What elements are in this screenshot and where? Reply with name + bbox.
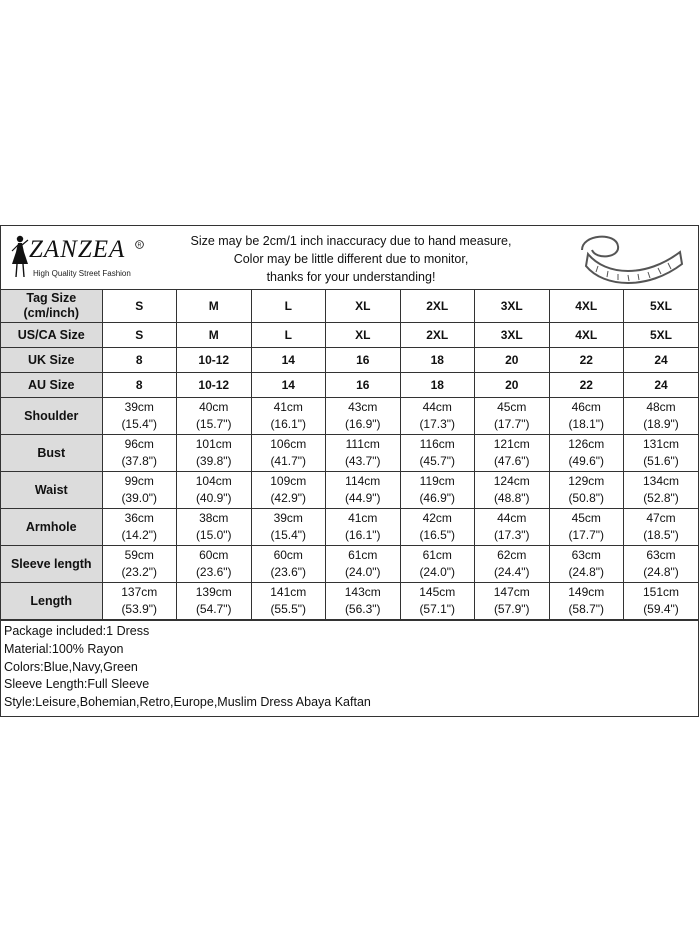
inch-value: (56.3") — [344, 602, 381, 616]
size-cell: S — [102, 323, 177, 348]
inch-value: (18.9") — [643, 417, 679, 431]
row-header: Armhole — [1, 509, 102, 546]
measurement-cell — [326, 546, 401, 583]
size-cell: 10-12 — [177, 373, 252, 398]
inch-value: (18.5") — [643, 528, 679, 542]
measurement-cell — [177, 509, 252, 546]
svg-text:R: R — [137, 242, 142, 249]
measurement-cell — [475, 583, 550, 620]
size-cell: 4XL — [549, 323, 624, 348]
inch-value: (16.5") — [419, 528, 456, 542]
measurement-cell — [102, 546, 177, 583]
cm-value: 45cm — [571, 511, 601, 525]
inch-value: (24.0") — [419, 565, 456, 579]
measurement-cell — [624, 472, 699, 509]
cm-value: 129cm — [568, 474, 605, 488]
cm-value: 45cm — [497, 400, 527, 414]
measurement-cell — [549, 583, 624, 620]
cm-value: 116cm — [419, 437, 455, 451]
inch-value: (23.6") — [270, 565, 307, 579]
cm-value: 48cm — [646, 400, 676, 414]
measurement-cell — [549, 398, 624, 435]
cm-value: 131cm — [642, 437, 680, 451]
size-row — [1, 348, 698, 373]
inch-value: (43.7") — [344, 454, 381, 468]
inch-value: (50.8") — [568, 491, 605, 505]
measurement-cell — [549, 435, 624, 472]
cm-value: 99cm — [124, 474, 154, 488]
cm-value: 47cm — [646, 511, 676, 525]
inch-value: (55.5") — [270, 602, 307, 616]
measurement-cell — [400, 509, 475, 546]
inch-value: (24.4") — [493, 565, 530, 579]
inch-value: (44.9") — [344, 491, 381, 505]
inch-value: (52.8") — [643, 491, 679, 505]
measurement-cell — [102, 472, 177, 509]
measurement-row — [1, 435, 698, 472]
product-details — [1, 620, 698, 716]
size-cell: XL — [326, 290, 401, 323]
registered-mark-icon — [135, 240, 144, 249]
cm-value: 114cm — [345, 474, 381, 488]
cm-value: 121cm — [493, 437, 530, 451]
inch-value: (42.9") — [270, 491, 307, 505]
cm-value: 149cm — [568, 585, 605, 599]
size-cell: 14 — [251, 373, 326, 398]
cm-value: 104cm — [195, 474, 232, 488]
inch-value: (53.9") — [121, 602, 158, 616]
inch-value: (39.0") — [121, 491, 158, 505]
inch-value: (16.9") — [344, 417, 381, 431]
inch-value: (24.8") — [643, 565, 679, 579]
size-cell: 3XL — [475, 290, 550, 323]
size-cell: M — [177, 323, 252, 348]
cm-value: 137cm — [121, 585, 158, 599]
woman-silhouette-icon — [9, 234, 31, 278]
inch-value: (17.3") — [419, 417, 456, 431]
chart-header — [1, 226, 698, 290]
inch-value: (51.6") — [643, 454, 679, 468]
cm-value: 63cm — [571, 548, 601, 562]
size-table — [1, 290, 698, 620]
cm-value: 44cm — [497, 511, 527, 525]
inch-value: (45.7") — [419, 454, 456, 468]
cm-value: 42cm — [422, 511, 452, 525]
measurement-cell — [177, 435, 252, 472]
inch-value: (14.2") — [121, 528, 158, 542]
size-cell: 4XL — [549, 290, 624, 323]
inch-value: (15.7") — [195, 417, 232, 431]
notice-line: thanks for your understanding! — [266, 270, 436, 284]
measurement-cell — [624, 509, 699, 546]
cm-value: 101cm — [195, 437, 232, 451]
inch-value: (59.4") — [643, 602, 679, 616]
measurement-notice — [166, 232, 536, 286]
inch-value: (54.7") — [195, 602, 232, 616]
detail-line: Sleeve Length:Full Sleeve — [4, 677, 150, 692]
measurement-cell — [251, 472, 326, 509]
size-cell: 10-12 — [177, 348, 252, 373]
measurement-cell — [251, 583, 326, 620]
cm-value: 44cm — [422, 400, 452, 414]
inch-value: (47.6") — [493, 454, 530, 468]
measurement-cell — [475, 509, 550, 546]
cm-value: 126cm — [568, 437, 605, 451]
size-cell: 22 — [549, 348, 624, 373]
measurement-cell — [400, 435, 475, 472]
inch-value: (40.9") — [195, 491, 232, 505]
measurement-cell — [475, 435, 550, 472]
measurement-row — [1, 472, 698, 509]
cm-value: 111cm — [345, 437, 380, 451]
cm-value: 60cm — [273, 548, 303, 562]
detail-line: Colors:Blue,Navy,Green — [4, 659, 138, 674]
size-cell: 5XL — [624, 290, 699, 323]
measurement-cell — [326, 509, 401, 546]
inch-value: (17.7") — [568, 528, 605, 542]
inch-value: (18.1") — [568, 417, 605, 431]
inch-value: (23.2") — [121, 565, 158, 579]
inch-value: (49.6") — [568, 454, 605, 468]
cm-value: 63cm — [646, 548, 676, 562]
cm-value: 141cm — [270, 585, 307, 599]
row-header: Waist — [1, 472, 102, 509]
measurement-row — [1, 398, 698, 435]
inch-value: (16.1") — [270, 417, 307, 431]
measurement-cell — [177, 583, 252, 620]
inch-value: (23.6") — [195, 565, 232, 579]
inch-value: (57.1") — [419, 602, 456, 616]
inch-value: (15.4") — [121, 417, 158, 431]
measurement-cell — [624, 398, 699, 435]
size-cell: 8 — [102, 373, 177, 398]
measurement-cell — [102, 435, 177, 472]
cm-value: 143cm — [344, 585, 381, 599]
inch-value: (17.3") — [493, 528, 530, 542]
cm-value: 40cm — [199, 400, 229, 414]
size-cell: 16 — [326, 373, 401, 398]
measurement-cell — [326, 583, 401, 620]
size-cell: S — [102, 290, 177, 323]
row-header: Tag Size (cm/inch) — [1, 290, 102, 323]
detail-line: Style:Leisure,Bohemian,Retro,Europe,Muslim Dress Abaya Kaftan — [4, 695, 371, 710]
cm-value: 151cm — [642, 585, 680, 599]
measurement-cell — [326, 435, 401, 472]
size-cell: XL — [326, 323, 401, 348]
size-cell: L — [251, 290, 326, 323]
cm-value: 134cm — [642, 474, 680, 488]
brand-logo — [9, 232, 154, 282]
row-header: UK Size — [1, 348, 102, 373]
size-row — [1, 373, 698, 398]
inch-value: (41.7") — [270, 454, 307, 468]
measurement-cell — [102, 583, 177, 620]
detail-line: Material:100% Rayon — [4, 641, 124, 656]
size-cell: 22 — [549, 373, 624, 398]
row-header: AU Size — [1, 373, 102, 398]
cm-value: 39cm — [124, 400, 154, 414]
measurement-cell — [475, 472, 550, 509]
measurement-cell — [102, 398, 177, 435]
inch-value: (16.1") — [344, 528, 381, 542]
measurement-cell — [400, 398, 475, 435]
inch-value: (46.9") — [419, 491, 456, 505]
cm-value: 124cm — [493, 474, 530, 488]
inch-value: (39.8") — [195, 454, 232, 468]
measurement-cell — [326, 472, 401, 509]
cm-value: 145cm — [419, 585, 456, 599]
measurement-cell — [624, 583, 699, 620]
cm-value: 139cm — [195, 585, 232, 599]
measurement-cell — [624, 546, 699, 583]
notice-line: Size may be 2cm/1 inch inaccuracy due to hand measure, — [190, 234, 512, 248]
size-cell: 20 — [475, 348, 550, 373]
size-cell: 16 — [326, 348, 401, 373]
cm-value: 59cm — [124, 548, 154, 562]
size-cell: 2XL — [400, 323, 475, 348]
size-cell: 2XL — [400, 290, 475, 323]
brand-tagline: High Quality Street Fashion — [33, 269, 131, 278]
size-cell: 3XL — [475, 323, 550, 348]
size-chart-sheet — [0, 225, 699, 717]
size-cell: 24 — [624, 373, 699, 398]
size-cell: 24 — [624, 348, 699, 373]
size-row — [1, 290, 698, 323]
measurement-cell — [177, 472, 252, 509]
cm-value: 41cm — [348, 511, 378, 525]
measurement-row — [1, 509, 698, 546]
size-cell: 14 — [251, 348, 326, 373]
detail-line: Package included:1 Dress — [4, 624, 150, 638]
measurement-cell — [251, 546, 326, 583]
cm-value: 39cm — [273, 511, 303, 525]
cm-value: 38cm — [199, 511, 229, 525]
measurement-cell — [326, 398, 401, 435]
measurement-cell — [400, 583, 475, 620]
cm-value: 61cm — [348, 548, 378, 562]
row-header: Bust — [1, 435, 102, 472]
inch-value: (57.9") — [493, 602, 530, 616]
row-header: Sleeve length — [1, 546, 102, 583]
cm-value: 60cm — [199, 548, 229, 562]
cm-value: 119cm — [419, 474, 455, 488]
measurement-cell — [475, 398, 550, 435]
notice-line: Color may be little different due to monitor, — [233, 252, 469, 266]
measurement-cell — [475, 546, 550, 583]
measurement-cell — [549, 509, 624, 546]
cm-value: 41cm — [273, 400, 303, 414]
size-cell: 18 — [400, 373, 475, 398]
cm-value: 43cm — [348, 400, 378, 414]
measurement-cell — [624, 435, 699, 472]
inch-value: (17.7") — [493, 417, 530, 431]
measurement-cell — [549, 472, 624, 509]
size-cell: L — [251, 323, 326, 348]
size-cell: M — [177, 290, 252, 323]
size-cell: 20 — [475, 373, 550, 398]
inch-value: (37.8") — [121, 454, 158, 468]
size-cell: 5XL — [624, 323, 699, 348]
cm-value: 96cm — [124, 437, 154, 451]
measurement-cell — [549, 546, 624, 583]
inch-value: (15.4") — [270, 528, 307, 542]
measurement-cell — [251, 398, 326, 435]
inch-value: (58.7") — [568, 602, 605, 616]
measurement-row — [1, 583, 698, 620]
inch-value: (15.0") — [195, 528, 232, 542]
size-cell: 8 — [102, 348, 177, 373]
inch-value: (24.0") — [344, 565, 381, 579]
size-cell: 18 — [400, 348, 475, 373]
brand-name: ZANZEA — [29, 236, 126, 263]
cm-value: 109cm — [270, 474, 307, 488]
measurement-cell — [400, 546, 475, 583]
size-row — [1, 323, 698, 348]
cm-value: 36cm — [124, 511, 154, 525]
inch-value: (48.8") — [493, 491, 530, 505]
row-header: Shoulder — [1, 398, 102, 435]
measurement-cell — [177, 398, 252, 435]
cm-value: 62cm — [497, 548, 527, 562]
measurement-cell — [251, 435, 326, 472]
measurement-cell — [177, 546, 252, 583]
cm-value: 61cm — [422, 548, 452, 562]
cm-value: 106cm — [270, 437, 307, 451]
measurement-cell — [102, 509, 177, 546]
cm-value: 46cm — [571, 400, 601, 414]
row-header: US/CA Size — [1, 323, 102, 348]
inch-value: (24.8") — [568, 565, 605, 579]
measuring-tape-icon — [576, 230, 686, 284]
measurement-cell — [251, 509, 326, 546]
row-header: Length — [1, 583, 102, 620]
measurement-cell — [400, 472, 475, 509]
measurement-row — [1, 546, 698, 583]
cm-value: 147cm — [493, 585, 530, 599]
